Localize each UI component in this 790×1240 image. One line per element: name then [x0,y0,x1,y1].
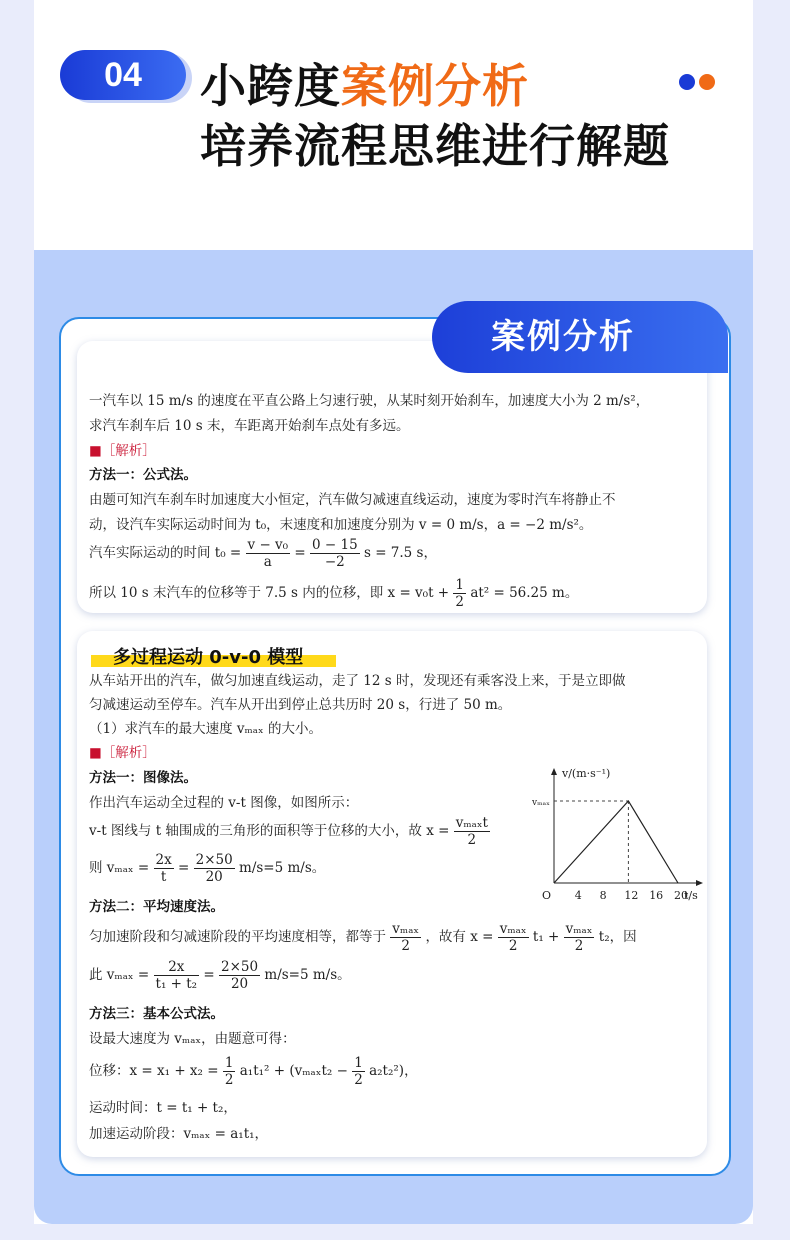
fraction [310,537,360,570]
section-tab-label: 案例分析 [491,317,635,357]
fraction [352,1055,365,1088]
fraction-denominator: 2 [508,938,518,954]
fraction-denominator: 20 [205,869,223,885]
fraction-denominator: 2 [401,938,411,954]
analysis-tag: ■［解析］ [89,745,156,761]
fraction [223,1055,236,1088]
page-frame [34,0,753,1224]
formula-text: a₁t₁² + (vₘₐₓt₂ − [239,1063,348,1079]
method-title: 方法二：平均速度法。 [89,899,224,915]
fraction-denominator: 2 [455,594,465,610]
v-t-line [554,801,678,883]
fraction [246,537,291,570]
fraction-numerator: v − v₀ [247,537,289,553]
case-2-line: 从车站开出的汽车，做匀加速直线运动，走了 12 s 时，发现还有乘客没上来，于是立即做 [89,673,626,689]
blue-dot-icon [679,74,695,90]
formula-text: 匀加速阶段和匀减速阶段的平均速度相等，都等于 [89,929,386,945]
formula-text: a₂t₂²)， [369,1063,418,1079]
formula-text: at² = 56.25 m。 [470,585,579,601]
fraction [154,959,200,992]
fraction [564,921,595,954]
fraction [194,852,235,885]
title-line-2: 培养流程思维进行解题 [200,119,670,173]
method-title: 方法三：基本公式法。 [89,1006,224,1022]
case-2-line: 设最大速度为 vₘₐₓ，由题意可得： [89,1031,296,1047]
fraction-numerator: 2×50 [195,852,233,868]
method-title: 方法一：图像法。 [89,770,197,786]
case-1-line: 由题可知汽车刹车时加速度大小恒定，汽车做匀减速直线运动，速度为零时汽车将静止不 [89,492,616,508]
content-area [34,250,753,1224]
formula-displacement [89,577,578,610]
fraction-numerator: 1 [354,1055,363,1071]
formula-text: v-t 图线与 t 轴围成的三角形的面积等于位移的大小，故 x = [89,823,450,839]
formula-position [89,1055,418,1088]
formula-text: 此 vₘₐₓ = [89,967,150,983]
method-title: 方法一：公式法。 [89,467,197,483]
fraction-denominator: 2 [574,938,584,954]
case-2-line: 匀减速运动至停车。汽车从开出到停止总共历时 20 s，行进了 50 m。 [89,697,512,713]
formula-text: t₁ + [532,929,560,945]
section-tab [432,301,728,373]
title-line-1 [200,50,529,116]
x-axis-label: t/s [684,889,698,902]
x-tick-label: 16 [649,889,664,902]
fraction [454,815,490,848]
fraction-denominator: −2 [324,554,345,570]
origin-label: O [542,889,552,902]
formula-text: 则 vₘₐₓ = [89,860,150,876]
x-tick-labels [575,889,688,902]
x-tick-label: 12 [624,889,639,902]
section-number-badge [60,50,186,100]
fraction-denominator: t₁ + t₂ [155,976,198,992]
section-number: 04 [104,56,142,94]
formula-text: 位移：x = x₁ + x₂ = [89,1063,219,1079]
formula-text: ，故有 x = [425,929,494,945]
model-label-text: 多过程运动 0-v-0 模型 [113,647,304,668]
case-2-line: 加速运动阶段：vₘₐₓ = a₁t₁， [89,1126,269,1142]
case-2-line: 运动时间：t = t₁ + t₂， [89,1100,237,1116]
x-tick-label: 8 [599,889,607,902]
case-1-line: 求汽车刹车后 10 s 末，车距离开始刹车点处有多远。 [89,418,410,434]
formula-time: 汽车实际运动的时间 t₀ = $\frac{\text{v − v₀}}{a}$ = $\frac{0 - 15}{-2}$ s = 7.5 s， [89,537,437,570]
fraction-numerator: 2x [154,959,200,976]
x-tick-label: 20 [674,889,688,902]
title-highlight: 案例分析 [341,59,529,113]
fraction-denominator: 2 [354,1072,363,1088]
formula-text: s = 7.5 s， [363,545,437,561]
fraction-numerator: vₘₐₓ [392,921,420,937]
formula-text: = [178,860,190,876]
fraction [498,921,529,954]
formula-average [89,921,637,954]
fraction [453,577,466,610]
header [34,0,753,250]
formula-text: = [203,967,215,983]
fraction-numerator: vₘₐₓ [499,921,527,937]
x-tick-label: 4 [574,889,582,902]
formula-text: t₂，因 [598,929,637,945]
case-2-question: （1）求汽车的最大速度 vₘₐₓ 的大小。 [89,721,323,737]
fraction [154,852,174,885]
fraction-numerator: vₘₐₓt [455,815,488,831]
formula-area [89,815,490,848]
fraction [390,921,421,954]
formula-text: 所以 10 s 末汽车的位移等于 7.5 s 内的位移，即 x = v₀t + [89,585,450,601]
case-panel [59,317,731,1176]
fraction-denominator: 2 [467,832,477,848]
case-card-2 [77,631,707,1157]
fraction-numerator: vₘₐₓ [565,921,593,937]
fraction-denominator: 20 [230,976,249,992]
formula-vmax-2 [89,959,351,992]
y-axis-label: v/(m·s⁻¹) [562,767,611,780]
fraction-numerator: 0 − 15 [312,537,358,553]
case-1-text [89,341,699,613]
v-t-graph [532,765,712,905]
case-1-line: 一汽车以 15 m/s 的速度在平直公路上匀速行驶，从某时刻开始刹车，加速度大小为 2 m/s²， [89,393,650,409]
case-2-line: 作出汽车运动全过程的 v-t 图像，如图所示： [89,795,359,811]
formula-vmax-1 [89,852,325,885]
formula-text: m/s=5 m/s。 [264,967,351,983]
analysis-tag: ■［解析］ [89,443,156,459]
fraction-denominator: 2 [224,1072,234,1088]
fraction [219,959,260,992]
case-card-1 [77,341,707,613]
fraction-numerator: 2×50 [221,959,259,975]
fraction-denominator: t [160,869,167,885]
fraction-numerator: 2x [155,852,172,868]
formula-text: m/s=5 m/s。 [239,860,326,876]
fraction-numerator: 1 [224,1055,234,1071]
fraction-denominator: a [263,554,272,570]
fraction-numerator: 1 [455,577,465,593]
case-1-line: 动，设汽车实际运动时间为 t₀，末速度和加速度分别为 v = 0 m/s，a = −2 m/s²。 [89,517,593,533]
title-plain: 小跨度 [200,59,341,113]
orange-dot-icon [699,74,715,90]
y-tick-vmax: vₘₐₓ [532,798,550,808]
formula-text: 汽车实际运动的时间 t₀ = [89,545,242,561]
